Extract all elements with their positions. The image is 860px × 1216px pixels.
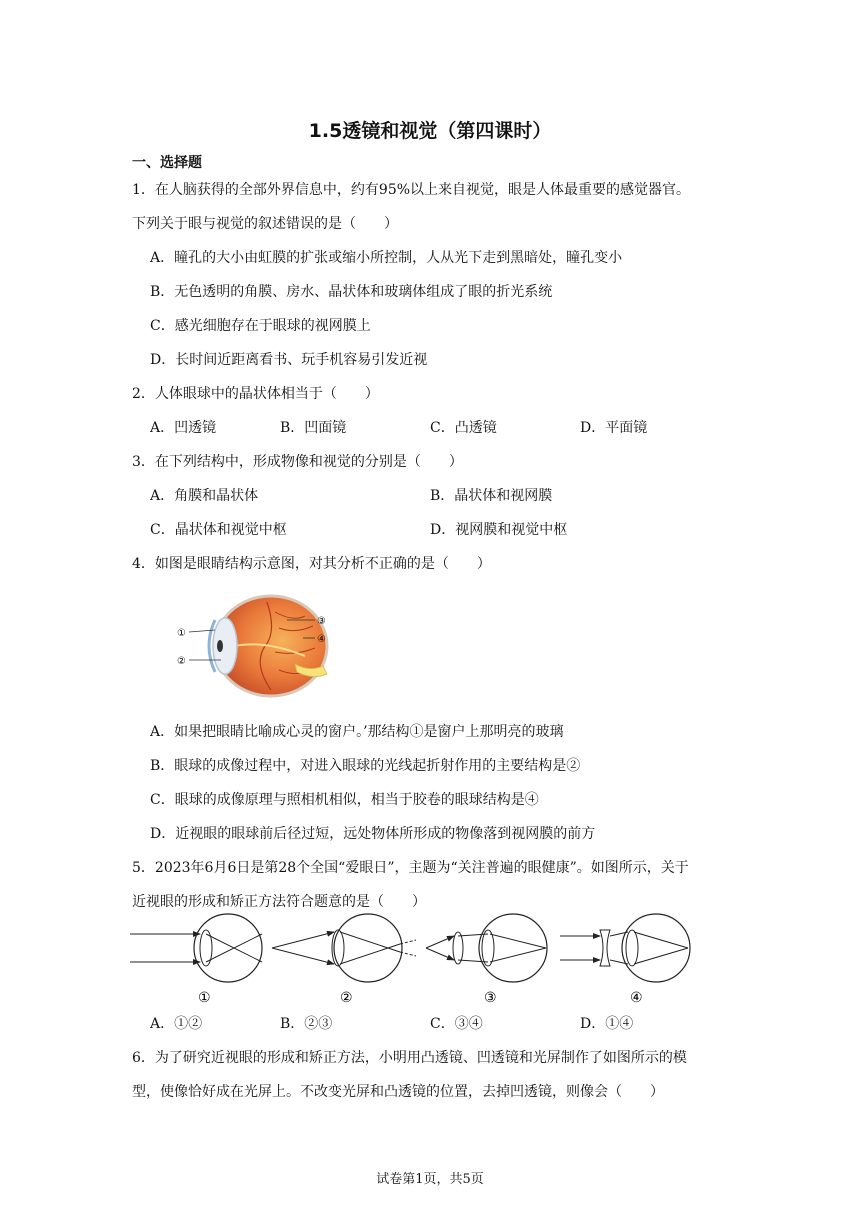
q5-option-c: C．③④ bbox=[430, 1016, 483, 1032]
q1-option-d: D．长时间近距离看书、玩手机容易引发近视 bbox=[150, 352, 428, 368]
eye-label-1: ① bbox=[177, 628, 186, 639]
q2-option-a: A．凹透镜 bbox=[150, 420, 217, 436]
q1-option-a: A．瞳孔的大小由虹膜的扩张或缩小所控制，人从光下走到黑暗处，瞳孔变小 bbox=[150, 250, 623, 266]
q1-stem-line2: 下列关于眼与视觉的叙述错误的是（ ） bbox=[132, 216, 398, 232]
diagram-4 bbox=[560, 914, 690, 1006]
eye-label-4: ④ bbox=[317, 634, 326, 645]
q2-option-c: C．凸透镜 bbox=[430, 420, 497, 436]
diagram-label-4: ④ bbox=[630, 990, 643, 1006]
q4-option-d: D．近视眼的眼球前后径过短，远处物体所形成的物像落到视网膜的前方 bbox=[150, 826, 596, 842]
diagram-3 bbox=[426, 914, 547, 1006]
q3-stem: 3．在下列结构中，形成物像和视觉的分别是（ ） bbox=[132, 454, 463, 470]
q5-stem-line2: 近视眼的形成和矫正方法符合题意的是（ ） bbox=[132, 894, 426, 910]
myopia-diagrams bbox=[128, 906, 698, 1010]
q5-option-b: B．②③ bbox=[280, 1016, 333, 1032]
lens-shape bbox=[213, 618, 237, 674]
diagram-label-2: ② bbox=[340, 990, 353, 1006]
q2-stem: 2．人体眼球中的晶状体相当于（ ） bbox=[132, 386, 379, 402]
q5-option-d: D．①④ bbox=[580, 1016, 634, 1032]
eye-label-3: ③ bbox=[317, 616, 326, 627]
q5-option-a: A．①② bbox=[150, 1016, 203, 1032]
q4-option-a: A．如果把眼睛比喻成心灵的窗户。’那结构①是窗户上那明亮的玻璃 bbox=[150, 724, 564, 740]
q3-option-d: D．视网膜和视觉中枢 bbox=[430, 522, 568, 538]
q1-option-b: B．无色透明的角膜、房水、晶状体和玻璃体组成了眼的折光系统 bbox=[150, 284, 553, 300]
eye-structure-diagram bbox=[175, 592, 345, 700]
diagram-2 bbox=[272, 914, 416, 1006]
q4-option-b: B．眼球的成像过程中，对进入眼球的光线起折射作用的主要结构是② bbox=[150, 758, 581, 774]
q4-option-c: C．眼球的成像原理与照相机相似，相当于胶卷的眼球结构是④ bbox=[150, 792, 539, 808]
q3-option-c: C．晶状体和视觉中枢 bbox=[150, 522, 287, 538]
q3-option-a: A．角膜和晶状体 bbox=[150, 488, 259, 504]
q6-stem-line1: 6．为了研究近视眼的形成和矫正方法，小明用凸透镜、凹透镜和光屏制作了如图所示的模 bbox=[132, 1050, 687, 1066]
diagram-1 bbox=[130, 914, 262, 1006]
q5-stem-line1: 5．2023年6月6日是第28个全国“爱眼日”，主题为“关注普遍的眼健康”。如图所示，关于 bbox=[132, 860, 689, 876]
diagram-label-1: ① bbox=[198, 990, 211, 1006]
q6-stem-line2: 型，使像恰好成在光屏上。不改变光屏和凸透镜的位置，去掉凹透镜，则像会（ ） bbox=[132, 1084, 664, 1100]
q2-option-d: D．平面镜 bbox=[580, 420, 648, 436]
page-footer: 试卷第1页，共5页 bbox=[376, 1172, 484, 1187]
q1-stem-line1: 1．在人脑获得的全部外界信息中，约有95%以上来自视觉，眼是人体最重要的感觉器官。 bbox=[132, 182, 691, 198]
q4-stem: 4．如图是眼睛结构示意图，对其分析不正确的是（ ） bbox=[132, 556, 491, 572]
page-title: 1.5透镜和视觉（第四课时） bbox=[308, 120, 552, 142]
diagram-label-3: ③ bbox=[484, 990, 497, 1006]
section-heading: 一、选择题 bbox=[132, 155, 202, 171]
q1-option-c: C．感光细胞存在于眼球的视网膜上 bbox=[150, 318, 371, 334]
eye-label-2: ② bbox=[177, 656, 186, 667]
q2-option-b: B．凹面镜 bbox=[280, 420, 347, 436]
q3-option-b: B．晶状体和视网膜 bbox=[430, 488, 553, 504]
